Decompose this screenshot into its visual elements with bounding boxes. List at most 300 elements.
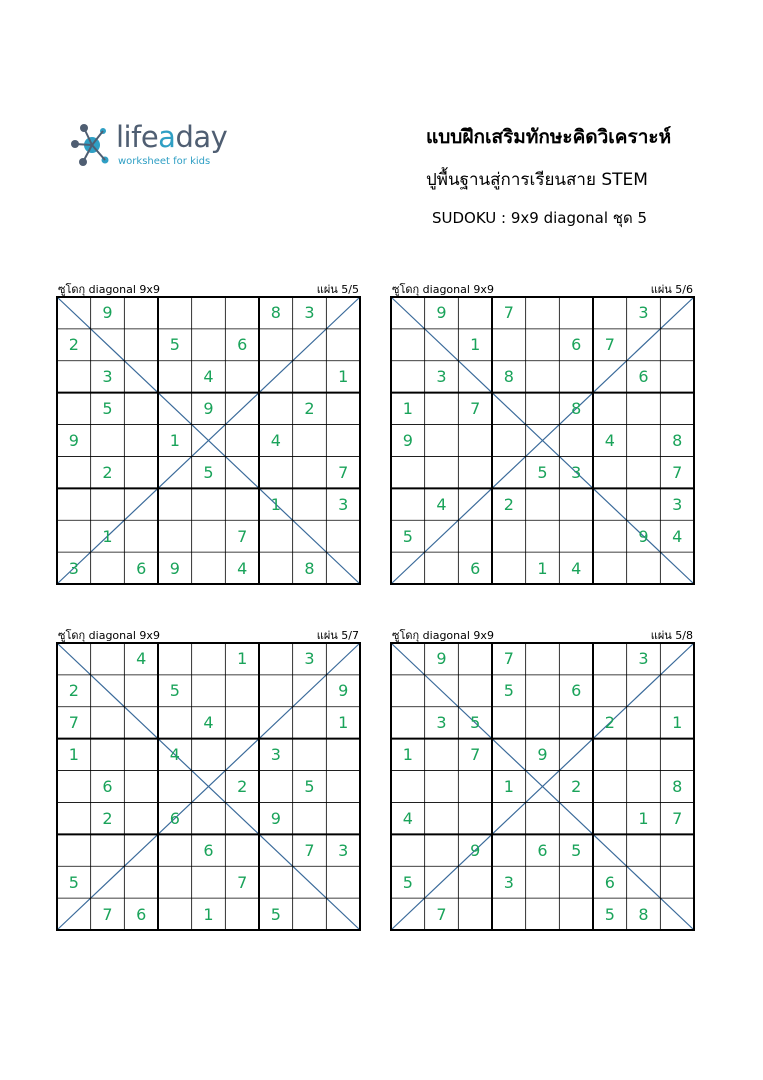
grid-cell[interactable]	[225, 456, 259, 488]
grid-cell[interactable]	[91, 834, 125, 866]
grid-cell: 3	[270, 745, 281, 765]
grid-cell[interactable]	[660, 834, 694, 866]
grid-cell[interactable]	[91, 488, 125, 520]
grid-cell: 3	[102, 367, 113, 387]
sudoku-grid	[390, 296, 695, 585]
grid-cell[interactable]	[225, 802, 259, 834]
grid-cell: 6	[638, 367, 649, 387]
grid-cell: 3	[638, 649, 649, 669]
grid-cell[interactable]	[593, 643, 627, 675]
grid-cell[interactable]	[326, 297, 360, 329]
grid-cell: 3	[304, 303, 315, 323]
grid-cell[interactable]	[192, 297, 226, 329]
grid-cell: 9	[436, 649, 447, 669]
grid-cell[interactable]	[458, 456, 492, 488]
grid-cell[interactable]	[526, 393, 560, 425]
grid-cell[interactable]	[492, 329, 526, 361]
grid-cell[interactable]	[124, 297, 158, 329]
grid-cell[interactable]	[225, 739, 259, 771]
grid-cell[interactable]	[526, 488, 560, 520]
grid-cells	[57, 643, 360, 930]
grid-cell: 6	[571, 335, 582, 355]
grid-cell[interactable]	[391, 643, 425, 675]
grid-cell[interactable]	[526, 771, 560, 803]
grid-cell[interactable]	[425, 456, 459, 488]
grid-cell[interactable]	[526, 329, 560, 361]
grid-cell: 9	[537, 745, 548, 765]
logo-text-end: day	[175, 120, 228, 154]
grid-cell[interactable]	[660, 329, 694, 361]
grid-cell[interactable]	[660, 739, 694, 771]
grid-cell[interactable]	[225, 361, 259, 393]
grid-cell[interactable]	[326, 802, 360, 834]
worksheet-title: แบบฝึกเสริมทักษะคิดวิเคราะห์	[426, 126, 672, 148]
grid-cell[interactable]	[57, 393, 91, 425]
grid-cell[interactable]	[225, 425, 259, 457]
worksheet-subtitle: ปูพื้นฐานสู่การเรียนสาย STEM	[426, 170, 648, 190]
grid-cell[interactable]	[57, 834, 91, 866]
grid-cell[interactable]	[158, 520, 192, 552]
grid-cells	[391, 643, 694, 930]
puzzle-label: ซูโดกุ diagonal 9x9	[58, 283, 160, 296]
grid-cell[interactable]	[458, 675, 492, 707]
grid-cell: 8	[503, 367, 514, 387]
grid-cell[interactable]	[627, 675, 661, 707]
grid-cell: 1	[537, 558, 548, 578]
grid-cell[interactable]	[57, 456, 91, 488]
molecule-logo-icon	[70, 122, 114, 168]
grid-cell[interactable]	[158, 456, 192, 488]
grid-cell: 6	[136, 558, 147, 578]
grid-cell[interactable]	[124, 739, 158, 771]
grid-cell: 3	[503, 872, 514, 892]
grid-cell[interactable]	[425, 739, 459, 771]
grid-cell: 8	[638, 904, 649, 924]
grid-cell[interactable]	[593, 739, 627, 771]
grid-cell[interactable]	[225, 488, 259, 520]
grid-cell[interactable]	[158, 488, 192, 520]
grid-cell[interactable]	[391, 488, 425, 520]
grid-cell[interactable]	[559, 425, 593, 457]
grid-cell[interactable]	[526, 520, 560, 552]
grid-cell[interactable]	[559, 898, 593, 930]
grid-cell[interactable]	[425, 329, 459, 361]
grid-cell: 4	[203, 713, 214, 733]
grid-cell[interactable]	[192, 520, 226, 552]
grid-cell[interactable]	[526, 425, 560, 457]
grid-cell[interactable]	[391, 297, 425, 329]
grid-cell: 6	[571, 681, 582, 701]
grid-cell[interactable]	[391, 329, 425, 361]
grid-cell[interactable]	[627, 834, 661, 866]
grid-cell[interactable]	[192, 675, 226, 707]
grid-cell[interactable]	[627, 552, 661, 584]
grid-cell[interactable]	[225, 393, 259, 425]
grid-cell[interactable]	[293, 361, 327, 393]
grid-cell[interactable]	[326, 393, 360, 425]
puzzle-label: ซูโดกุ diagonal 9x9	[392, 629, 494, 642]
puzzle-sheet-number: แผ่น 5/8	[650, 629, 693, 642]
grid-cell: 9	[102, 303, 113, 323]
grid-cell[interactable]	[526, 898, 560, 930]
grid-cell: 3	[638, 303, 649, 323]
grid-cell[interactable]	[391, 834, 425, 866]
grid-cell[interactable]	[124, 361, 158, 393]
grid-cell[interactable]	[458, 643, 492, 675]
grid-cell: 1	[338, 367, 349, 387]
grid-cell[interactable]	[559, 802, 593, 834]
grid-cell: 9	[169, 558, 180, 578]
grid-cell[interactable]	[124, 456, 158, 488]
grid-cell[interactable]	[326, 898, 360, 930]
grid-cell[interactable]	[91, 866, 125, 898]
grid-cell: 4	[169, 745, 180, 765]
grid-cell[interactable]	[293, 329, 327, 361]
grid-cell[interactable]	[57, 802, 91, 834]
grid-cell[interactable]	[559, 866, 593, 898]
grid-cell[interactable]	[91, 425, 125, 457]
grid-cell[interactable]	[492, 425, 526, 457]
grid-cell[interactable]	[158, 643, 192, 675]
grid-cell[interactable]	[124, 329, 158, 361]
grid-cell[interactable]	[593, 456, 627, 488]
grid-cell: 1	[470, 335, 481, 355]
grid-cell: 1	[503, 776, 514, 796]
grid-cell[interactable]	[259, 675, 293, 707]
grid-cell[interactable]	[225, 707, 259, 739]
grid-cell[interactable]	[660, 866, 694, 898]
grid-cell[interactable]	[593, 488, 627, 520]
grid-cell: 4	[402, 808, 413, 828]
grid-cell[interactable]	[57, 488, 91, 520]
grid-cell: 4	[237, 558, 248, 578]
grid-cell[interactable]	[57, 361, 91, 393]
grid-cell[interactable]	[526, 643, 560, 675]
lifeaday-logo	[70, 122, 240, 172]
grid-cell: 8	[672, 430, 683, 450]
grid-cell[interactable]	[492, 520, 526, 552]
grid-cell[interactable]	[458, 520, 492, 552]
grid-cell[interactable]	[293, 739, 327, 771]
grid-cell[interactable]	[627, 707, 661, 739]
grid-cell: 8	[270, 303, 281, 323]
grid-cell[interactable]	[593, 297, 627, 329]
grid-cell[interactable]	[526, 297, 560, 329]
puzzle-sheet-number: แผ่น 5/6	[650, 283, 693, 296]
grid-cell[interactable]	[124, 834, 158, 866]
grid-cell[interactable]	[293, 802, 327, 834]
grid-cell[interactable]	[57, 297, 91, 329]
grid-cell[interactable]	[391, 456, 425, 488]
grid-cell[interactable]	[559, 488, 593, 520]
grid-cell[interactable]	[593, 552, 627, 584]
grid-cell[interactable]	[326, 520, 360, 552]
grid-cell[interactable]	[91, 739, 125, 771]
grid-cell[interactable]	[425, 834, 459, 866]
grid-cell[interactable]	[124, 675, 158, 707]
grid-cell[interactable]	[326, 771, 360, 803]
grid-cell[interactable]	[158, 771, 192, 803]
grid-cell[interactable]	[425, 771, 459, 803]
grid-cell[interactable]	[458, 361, 492, 393]
grid-cell: 5	[203, 462, 214, 482]
grid-cell[interactable]	[627, 866, 661, 898]
grid-cell[interactable]	[492, 552, 526, 584]
grid-cell[interactable]	[492, 393, 526, 425]
grid-cell[interactable]	[559, 739, 593, 771]
puzzle-header	[390, 626, 693, 642]
grid-cell[interactable]	[326, 425, 360, 457]
grid-cell[interactable]	[492, 456, 526, 488]
grid-cell[interactable]	[526, 802, 560, 834]
grid-cell[interactable]	[559, 361, 593, 393]
grid-cell[interactable]	[259, 361, 293, 393]
grid-cell: 9	[203, 399, 214, 419]
grid-cell[interactable]	[259, 329, 293, 361]
grid-cell[interactable]	[192, 643, 226, 675]
grid-cell[interactable]	[660, 898, 694, 930]
grid-cell: 7	[672, 808, 683, 828]
grid-cell[interactable]	[627, 488, 661, 520]
grid-cell[interactable]	[259, 771, 293, 803]
grid-cell[interactable]	[225, 297, 259, 329]
grid-cell[interactable]	[124, 393, 158, 425]
grid-cell[interactable]	[124, 520, 158, 552]
grid-cell[interactable]	[124, 866, 158, 898]
grid-cell[interactable]	[293, 520, 327, 552]
grid-cell[interactable]	[425, 425, 459, 457]
grid-cell[interactable]	[593, 520, 627, 552]
grid-cell[interactable]	[259, 552, 293, 584]
grid-cell[interactable]	[593, 771, 627, 803]
grid-cell[interactable]	[158, 834, 192, 866]
grid-cell[interactable]	[91, 329, 125, 361]
grid-cell[interactable]	[391, 898, 425, 930]
grid-cell[interactable]	[158, 707, 192, 739]
grid-cell[interactable]	[326, 866, 360, 898]
grid-cell: 1	[203, 904, 214, 924]
grid-cell: 7	[304, 840, 315, 860]
grid-cell[interactable]	[458, 488, 492, 520]
grid-cell[interactable]	[225, 898, 259, 930]
grid-cell: 6	[604, 872, 615, 892]
grid-cell[interactable]	[158, 866, 192, 898]
grid-cell[interactable]	[192, 552, 226, 584]
grid-cell[interactable]	[124, 802, 158, 834]
grid-cell: 2	[102, 808, 113, 828]
grid-cell[interactable]	[458, 866, 492, 898]
grid-cell[interactable]	[660, 675, 694, 707]
grid-cell[interactable]	[627, 771, 661, 803]
grid-cell: 9	[436, 303, 447, 323]
grid-cell: 9	[638, 526, 649, 546]
grid-cell: 5	[402, 526, 413, 546]
grid-cell[interactable]	[458, 425, 492, 457]
grid-cell[interactable]	[627, 425, 661, 457]
grid-cell[interactable]	[660, 393, 694, 425]
grid-cell[interactable]	[57, 898, 91, 930]
grid-cell[interactable]	[293, 675, 327, 707]
grid-cell[interactable]	[391, 552, 425, 584]
grid-cell: 8	[571, 399, 582, 419]
grid-cell: 5	[503, 681, 514, 701]
grid-cells	[391, 297, 694, 584]
grid-cell[interactable]	[293, 425, 327, 457]
grid-cell[interactable]	[124, 707, 158, 739]
grid-cell[interactable]	[259, 393, 293, 425]
grid-cell[interactable]	[326, 739, 360, 771]
grid-cell[interactable]	[293, 488, 327, 520]
grid-cell: 4	[136, 649, 147, 669]
grid-cell: 8	[672, 776, 683, 796]
grid-cell[interactable]	[158, 393, 192, 425]
grid-cell: 2	[304, 399, 315, 419]
grid-cell[interactable]	[57, 771, 91, 803]
grid-cell[interactable]	[326, 552, 360, 584]
grid-cell[interactable]	[225, 834, 259, 866]
grid-cell[interactable]	[91, 643, 125, 675]
grid-cell: 5	[470, 713, 481, 733]
grid-cell[interactable]	[259, 456, 293, 488]
grid-cell[interactable]	[627, 456, 661, 488]
grid-cell[interactable]	[57, 643, 91, 675]
grid-cell[interactable]	[425, 675, 459, 707]
grid-cell[interactable]	[559, 520, 593, 552]
grid-cell: 5	[402, 872, 413, 892]
grid-cell: 7	[470, 399, 481, 419]
grid-cell[interactable]	[526, 866, 560, 898]
grid-cell[interactable]	[57, 520, 91, 552]
grid-cell: 8	[304, 558, 315, 578]
grid-cell[interactable]	[225, 675, 259, 707]
grid-cell: 5	[169, 681, 180, 701]
grid-cell[interactable]	[391, 361, 425, 393]
grid-cell: 7	[338, 462, 349, 482]
grid-cell[interactable]	[192, 425, 226, 457]
grid-cell[interactable]	[124, 488, 158, 520]
grid-cell[interactable]	[293, 898, 327, 930]
grid-cell[interactable]	[192, 488, 226, 520]
grid-cell[interactable]	[259, 520, 293, 552]
grid-cell[interactable]	[660, 361, 694, 393]
grid-cell[interactable]	[660, 643, 694, 675]
grid-cell: 2	[68, 335, 79, 355]
grid-cell[interactable]	[492, 802, 526, 834]
grid-cell[interactable]	[124, 425, 158, 457]
grid-cell: 2	[68, 681, 79, 701]
grid-cell[interactable]	[259, 643, 293, 675]
grid-cell[interactable]	[259, 707, 293, 739]
puzzle-header	[56, 280, 359, 296]
grid-cell: 2	[237, 776, 248, 796]
grid-cell[interactable]	[259, 834, 293, 866]
logo-text-highlight: a	[158, 120, 176, 154]
grid-cell[interactable]	[593, 834, 627, 866]
grid-cell[interactable]	[158, 898, 192, 930]
grid-cell[interactable]	[425, 802, 459, 834]
grid-cell[interactable]	[192, 866, 226, 898]
grid-cell[interactable]	[559, 707, 593, 739]
grid-cell: 9	[270, 808, 281, 828]
grid-cell[interactable]	[492, 834, 526, 866]
grid-cell: 5	[102, 399, 113, 419]
grid-cell: 3	[68, 558, 79, 578]
grid-cell[interactable]	[627, 739, 661, 771]
grid-cell: 2	[571, 776, 582, 796]
grid-cell[interactable]	[660, 552, 694, 584]
grid-cell[interactable]	[593, 393, 627, 425]
grid-cell[interactable]	[91, 707, 125, 739]
grid-cell[interactable]	[425, 552, 459, 584]
logo-wordmark	[116, 120, 227, 154]
grid-cell[interactable]	[293, 707, 327, 739]
grid-cell[interactable]	[559, 297, 593, 329]
grid-cell: 2	[604, 713, 615, 733]
grid-cell[interactable]	[627, 329, 661, 361]
grid-cell[interactable]	[458, 297, 492, 329]
sudoku-grid	[56, 642, 361, 931]
grid-cell[interactable]	[593, 802, 627, 834]
grid-cell[interactable]	[293, 866, 327, 898]
grid-cell: 1	[672, 713, 683, 733]
grid-cell: 9	[402, 430, 413, 450]
worksheet-set-label: SUDOKU : 9x9 diagonal ชุด 5	[432, 209, 648, 227]
grid-cell[interactable]	[91, 675, 125, 707]
grid-cell: 9	[338, 681, 349, 701]
grid-cell: 7	[68, 713, 79, 733]
grid-cell[interactable]	[326, 329, 360, 361]
grid-cell[interactable]	[593, 361, 627, 393]
grid-cell[interactable]	[259, 866, 293, 898]
grid-cell[interactable]	[391, 675, 425, 707]
grid-cell[interactable]	[526, 361, 560, 393]
grid-cell[interactable]	[425, 393, 459, 425]
grid-cell[interactable]	[492, 707, 526, 739]
grid-cell[interactable]	[192, 329, 226, 361]
grid-cell[interactable]	[492, 739, 526, 771]
grid-cell[interactable]	[91, 552, 125, 584]
grid-cell[interactable]	[526, 707, 560, 739]
grid-cell[interactable]	[526, 675, 560, 707]
grid-cell[interactable]	[158, 361, 192, 393]
grid-cell[interactable]	[458, 771, 492, 803]
grid-cell[interactable]	[425, 520, 459, 552]
grid-cell[interactable]	[627, 393, 661, 425]
grid-cell: 7	[503, 649, 514, 669]
grid-cell[interactable]	[293, 456, 327, 488]
grid-cell[interactable]	[158, 297, 192, 329]
grid-cell[interactable]	[391, 771, 425, 803]
grid-cell[interactable]	[192, 771, 226, 803]
grid-cell[interactable]	[192, 739, 226, 771]
grid-cell[interactable]	[458, 802, 492, 834]
grid-cell[interactable]	[124, 771, 158, 803]
grid-cell[interactable]	[492, 898, 526, 930]
grid-cell[interactable]	[593, 675, 627, 707]
grid-cell: 7	[503, 303, 514, 323]
grid-cell: 7	[436, 904, 447, 924]
grid-cell[interactable]	[660, 297, 694, 329]
grid-cell[interactable]	[326, 643, 360, 675]
grid-cell[interactable]	[458, 898, 492, 930]
grid-cell[interactable]	[391, 707, 425, 739]
grid-cell: 1	[402, 745, 413, 765]
grid-cell[interactable]	[192, 802, 226, 834]
grid-cell[interactable]	[425, 866, 459, 898]
grid-cell: 7	[237, 526, 248, 546]
grid-cell: 1	[102, 526, 113, 546]
grid-cell[interactable]	[559, 643, 593, 675]
